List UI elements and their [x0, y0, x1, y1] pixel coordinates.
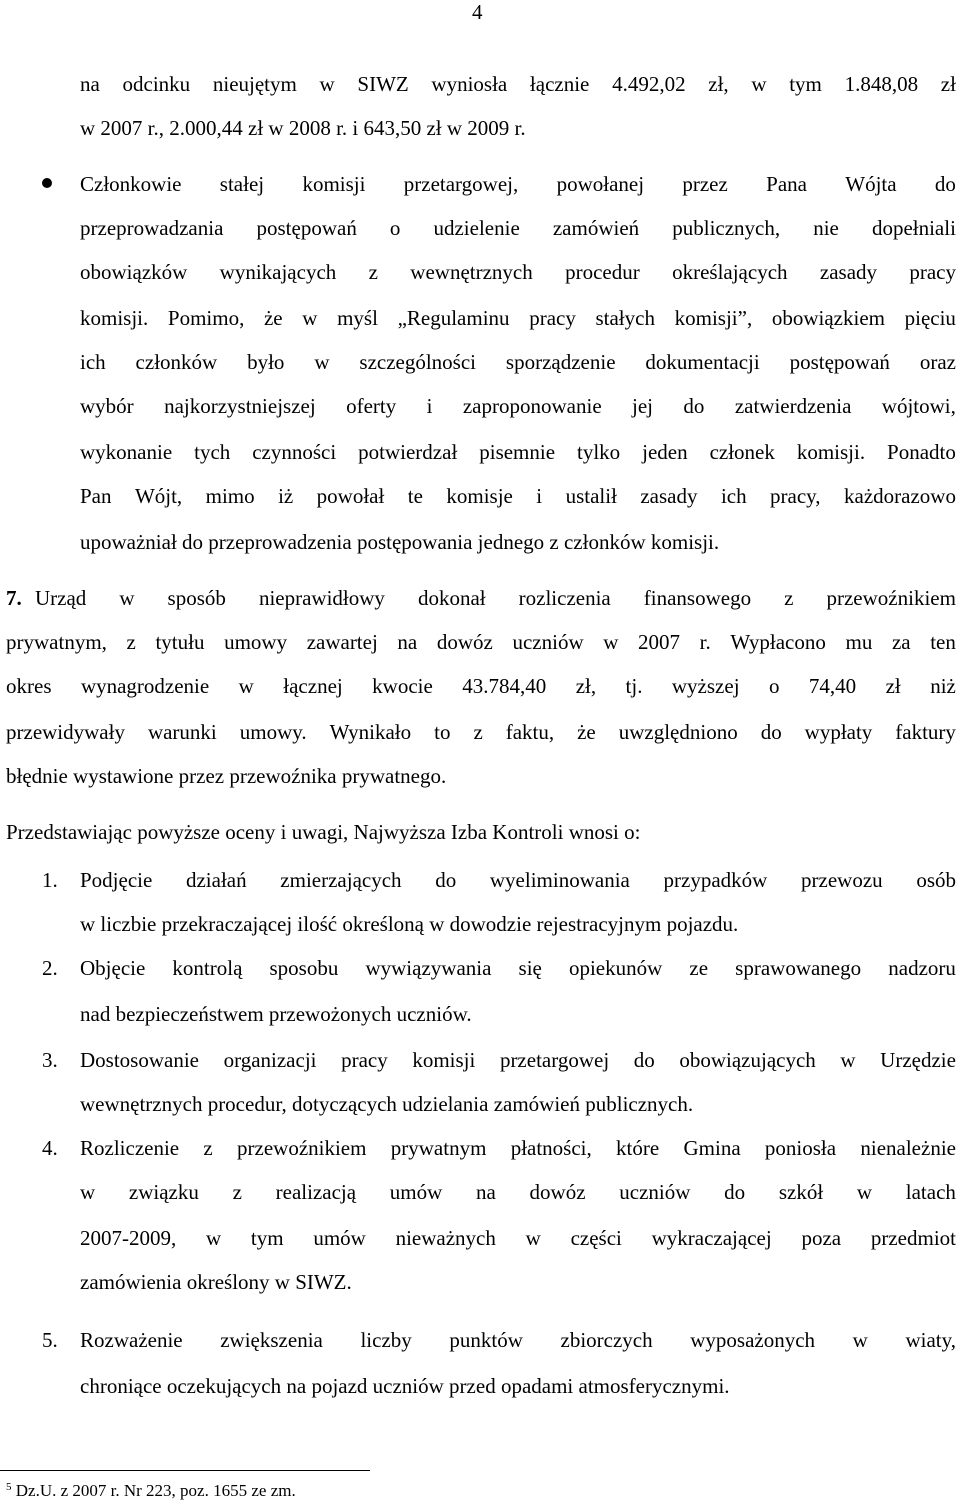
word: Wójt, — [134, 484, 183, 508]
bullet-icon — [42, 178, 52, 188]
word: pisemnie — [479, 440, 556, 464]
word: umowy. — [239, 720, 307, 744]
word: przewidywały — [6, 720, 125, 744]
word: wywiązywania — [365, 956, 492, 980]
request-line — [80, 1136, 956, 1160]
word: w — [119, 586, 135, 610]
word: do — [435, 868, 457, 892]
word: 43.784,40 — [462, 674, 547, 698]
word: Wypłacono — [730, 630, 826, 654]
request-line: chroniące oczekujących na pojazd uczniów przed opadami atmosferycznymi. — [80, 1374, 730, 1398]
word: w — [852, 1328, 868, 1352]
request-number: 4. — [42, 1136, 58, 1160]
word: przetargowej, — [403, 172, 519, 196]
point-7-line — [6, 630, 956, 654]
footnote-text: Dz.U. z 2007 r. Nr 223, poz. 1655 ze zm. — [11, 1481, 296, 1500]
word: do — [633, 1048, 655, 1072]
word: do — [724, 1180, 746, 1204]
word: sposób — [167, 586, 226, 610]
word: postępowań — [256, 216, 357, 240]
word: umowy — [224, 630, 288, 654]
word: w — [856, 1180, 873, 1204]
word: zamówień — [552, 216, 640, 240]
word: uwzględniono — [618, 720, 738, 744]
word: się — [518, 956, 542, 980]
word: komisji. — [80, 306, 149, 330]
word: Rozważenie — [80, 1328, 183, 1352]
word: oferty — [346, 394, 397, 418]
bullet-para-line — [80, 216, 956, 240]
word: wyższej — [671, 674, 740, 698]
word: sporządzenie — [505, 350, 616, 374]
word: iż — [278, 484, 294, 508]
word: na — [80, 72, 100, 96]
word: szkół — [778, 1180, 824, 1204]
word: zł, — [575, 674, 597, 698]
word: części — [570, 1226, 622, 1250]
word: w — [206, 1226, 222, 1250]
request-line — [80, 1226, 956, 1250]
word: przedmiot — [870, 1226, 956, 1250]
word: osób — [916, 868, 956, 892]
word: okres — [6, 674, 52, 698]
word: r. — [699, 630, 711, 654]
word: rozliczenia — [518, 586, 611, 610]
word: stałej — [219, 172, 265, 196]
word: prywatnym — [390, 1136, 487, 1160]
word: Pan — [80, 484, 112, 508]
word: zatwierdzenia — [734, 394, 852, 418]
word: SIWZ — [357, 72, 409, 96]
word: zmierzających — [280, 868, 402, 892]
word: dokumentacji — [645, 350, 760, 374]
word: z — [784, 586, 794, 610]
word: z — [126, 630, 136, 654]
word: przetargowej — [499, 1048, 610, 1072]
word: wyposażonych — [690, 1328, 816, 1352]
word: na — [475, 1180, 496, 1204]
word: związku — [128, 1180, 199, 1204]
word: zasady — [819, 260, 878, 284]
word: do — [760, 720, 782, 744]
word: postępowań — [789, 350, 890, 374]
word: zł, — [708, 72, 729, 96]
request-line: w liczbie przekraczającej ilość określoną w dowodzie rejestracyjnym pojazdu. — [80, 912, 739, 936]
word: przez — [682, 172, 728, 196]
word: umów — [313, 1226, 366, 1250]
word: odcinku — [122, 72, 191, 96]
word: najkorzystniejszej — [164, 394, 316, 418]
request-line: zamówienia określony w SIWZ. — [80, 1270, 352, 1294]
word: Dostosowanie — [80, 1048, 199, 1072]
word: w — [314, 350, 330, 374]
word: myśl — [337, 306, 378, 330]
bullet-para-line — [80, 260, 956, 284]
word: zł — [885, 674, 901, 698]
bullet-para-line — [80, 306, 956, 330]
word: pracy, — [770, 484, 821, 508]
word: za — [891, 630, 911, 654]
bullet-para-line: upoważniał do przeprowadzenia postępowania jednego z członków komisji. — [80, 530, 720, 554]
word: Wynikało — [329, 720, 412, 744]
word: w — [238, 674, 254, 698]
word: zawartej — [306, 630, 378, 654]
bullet-para-line — [80, 172, 956, 196]
word: wynikających — [219, 260, 337, 284]
word: w — [80, 1180, 96, 1204]
word: latach — [905, 1180, 956, 1204]
word: 2007 — [638, 630, 681, 654]
request-line: nad bezpieczeństwem przewożonych uczniów. — [80, 1002, 472, 1026]
word: wybór — [80, 394, 134, 418]
point-7-line — [6, 720, 956, 744]
word: łącznej — [283, 674, 343, 698]
word: łącznie — [529, 72, 590, 96]
request-line — [80, 1180, 956, 1204]
word: potwierdzał — [358, 440, 458, 464]
word: działań — [185, 868, 247, 892]
word: kontrolą — [172, 956, 243, 980]
bullet-para-line — [80, 440, 956, 464]
word: zwiększenia — [220, 1328, 323, 1352]
word: Pana — [766, 172, 807, 196]
word: obowiązujących — [679, 1048, 816, 1072]
word: nieprawidłowy — [258, 586, 385, 610]
request-number: 1. — [42, 868, 58, 892]
word: i — [426, 394, 433, 418]
word: tylko — [577, 440, 621, 464]
word: procedur — [565, 260, 640, 284]
word: że — [577, 720, 596, 744]
request-number: 5. — [42, 1328, 58, 1352]
word: ich — [720, 484, 747, 508]
request-line: wewnętrznych procedur, dotyczących udzielania zamówień publicznych. — [80, 1092, 694, 1116]
word: uczniów — [619, 1180, 691, 1204]
word: wykonanie — [80, 440, 173, 464]
word: Pomimo, — [167, 306, 245, 330]
word: przewoźnikiem — [237, 1136, 367, 1160]
word: prywatnym, — [6, 630, 107, 654]
word: pracy — [909, 260, 956, 284]
word: obowiązków — [80, 260, 188, 284]
bullet-para-line — [80, 350, 956, 374]
word: te — [407, 484, 423, 508]
word: mimo — [205, 484, 255, 508]
word: Objęcie — [80, 956, 146, 980]
word: pracy — [529, 306, 576, 330]
word: na — [397, 630, 418, 654]
word: komisji”, — [674, 306, 753, 330]
word: Podjęcie — [80, 868, 153, 892]
word: członków — [135, 350, 218, 374]
point-7-line — [35, 586, 956, 610]
word: kwocie — [372, 674, 433, 698]
request-line — [80, 868, 956, 892]
word: faktu, — [505, 720, 555, 744]
word: przewozu — [801, 868, 883, 892]
word: że — [263, 306, 283, 330]
word: pracy — [341, 1048, 388, 1072]
word: wypłaty — [804, 720, 873, 744]
word: dowóz — [436, 630, 493, 654]
word: i — [536, 484, 543, 508]
word: szczególności — [359, 350, 477, 374]
word: było — [247, 350, 285, 374]
word: jej — [632, 394, 654, 418]
word: 1.848,08 — [844, 72, 919, 96]
word: umów — [389, 1180, 443, 1204]
request-number: 3. — [42, 1048, 58, 1072]
word: nienależnie — [860, 1136, 956, 1160]
point-7-line — [6, 674, 956, 698]
word: członek — [709, 440, 775, 464]
word: sposobu — [269, 956, 339, 980]
requests-intro: Przedstawiając powyższe oceny i uwagi, Najwyższa Izba Kontroli wnosi o: — [6, 820, 641, 844]
word: mu — [845, 630, 873, 654]
word: powołanej — [556, 172, 645, 196]
word: przeprowadzania — [80, 216, 224, 240]
word: wyeliminowania — [489, 868, 630, 892]
word: tym — [250, 1226, 284, 1250]
word: w — [840, 1048, 856, 1072]
word: w — [319, 72, 335, 96]
page-number: 4 — [472, 0, 483, 24]
request-line — [80, 956, 956, 980]
word: nieważnych — [395, 1226, 496, 1250]
word: czynności — [252, 440, 337, 464]
word: tj. — [625, 674, 643, 698]
word: faktury — [895, 720, 956, 744]
word: z — [368, 260, 378, 284]
word: 2007-2009, — [80, 1226, 177, 1250]
word: zł — [940, 72, 956, 96]
word: tytułu — [155, 630, 205, 654]
word: warunki — [147, 720, 217, 744]
point-7-line: błędnie wystawione przez przewoźnika prywatnego. — [6, 764, 447, 788]
word: komisji. — [796, 440, 866, 464]
word: o — [768, 674, 780, 698]
word: w — [751, 72, 767, 96]
word: jeden — [642, 440, 688, 464]
word: płatności, — [510, 1136, 592, 1160]
word: udzielenie — [433, 216, 520, 240]
word: ustalił — [565, 484, 617, 508]
word: publicznych, — [672, 216, 781, 240]
word: z — [473, 720, 483, 744]
word: komisji — [302, 172, 366, 196]
word: ze — [689, 956, 709, 980]
point-7-number: 7. — [6, 586, 22, 610]
word: Ponadto — [887, 440, 956, 464]
word: poniosła — [764, 1136, 837, 1160]
word: zbiorczych — [560, 1328, 653, 1352]
word: nieujętym — [212, 72, 297, 96]
word: wyniosła — [431, 72, 508, 96]
footnote-separator — [0, 1470, 370, 1471]
word: uczniów — [512, 630, 584, 654]
word: dokonał — [417, 586, 486, 610]
word: określających — [672, 260, 788, 284]
word: nadzoru — [888, 956, 956, 980]
word: niż — [930, 674, 956, 698]
bullet-para-line — [80, 484, 956, 508]
word: „Regulaminu — [397, 306, 510, 330]
word: poza — [801, 1226, 842, 1250]
word: to — [434, 720, 451, 744]
word: Wójta — [845, 172, 897, 196]
word: Urzędzie — [880, 1048, 956, 1072]
word: Urząd — [35, 586, 87, 610]
word: wynagrodzenie — [80, 674, 210, 698]
word: sprawowanego — [735, 956, 862, 980]
word: opiekunów — [568, 956, 663, 980]
word: 4.492,02 — [612, 72, 686, 96]
bullet-para-line — [80, 394, 956, 418]
word: pięciu — [904, 306, 956, 330]
word: przewoźnikiem — [826, 586, 956, 610]
word: z — [232, 1180, 242, 1204]
word: wykraczającej — [651, 1226, 772, 1250]
request-number: 2. — [42, 956, 58, 980]
footnote — [6, 1480, 296, 1502]
word: w — [302, 306, 318, 330]
word: zaproponowanie — [462, 394, 602, 418]
word: w — [603, 630, 619, 654]
word: komisje — [446, 484, 513, 508]
footnote-marker: 5 — [6, 1481, 12, 1493]
word: komisji — [412, 1048, 476, 1072]
word: do — [934, 172, 956, 196]
word: realizacją — [275, 1180, 357, 1204]
word: zasady — [640, 484, 698, 508]
word: obowiązkiem — [771, 306, 885, 330]
word: tym — [789, 72, 822, 96]
word: dowóz — [529, 1180, 586, 1204]
word: 74,40 — [808, 674, 857, 698]
word: z — [203, 1136, 213, 1160]
word: organizacji — [223, 1048, 317, 1072]
word: przypadków — [663, 868, 768, 892]
request-line — [80, 1328, 956, 1352]
word: oraz — [919, 350, 956, 374]
word: tych — [194, 440, 231, 464]
word: finansowego — [643, 586, 752, 610]
word: stałych — [595, 306, 655, 330]
word: w — [525, 1226, 541, 1250]
word: Członkowie — [80, 172, 182, 196]
word: wójtowi, — [881, 394, 956, 418]
word: dopełniali — [871, 216, 956, 240]
word: punktów — [449, 1328, 523, 1352]
word: wiaty, — [905, 1328, 956, 1352]
word: Gmina — [683, 1136, 741, 1160]
word: ten — [930, 630, 956, 654]
word: każdorazowo — [844, 484, 956, 508]
request-line — [80, 1048, 956, 1072]
word: wewnętrznych — [410, 260, 533, 284]
word: Rozliczenie — [80, 1136, 180, 1160]
word: ich — [80, 350, 106, 374]
para-top-line-2: w 2007 r., 2.000,44 zł w 2008 r. i 643,50 zł w 2009 r. — [80, 116, 526, 140]
word: które — [616, 1136, 660, 1160]
word: o — [389, 216, 401, 240]
para-top-line-1 — [80, 72, 956, 96]
word: liczby — [360, 1328, 412, 1352]
word: nie — [813, 216, 839, 240]
word: powołał — [316, 484, 385, 508]
word: do — [683, 394, 705, 418]
